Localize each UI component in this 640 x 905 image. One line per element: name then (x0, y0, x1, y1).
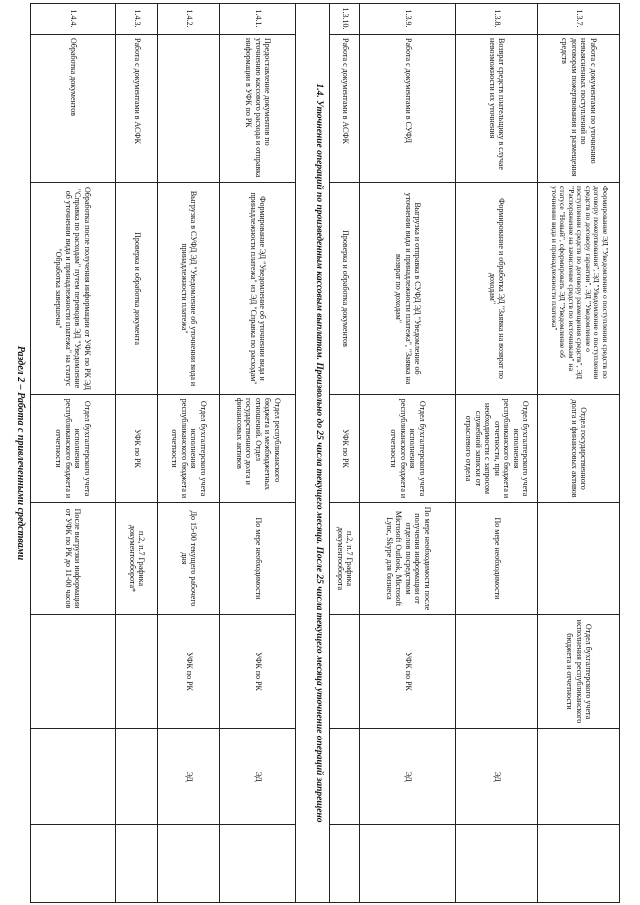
table-row (329, 3, 360, 903)
operation-action: Выгрузка и отправка в СУФД ЭД "Уведомление об уточнении вида и принадлежности платежа", "Заявка на возврат по доходам" (360, 183, 456, 395)
executor (330, 615, 360, 729)
responsible-party: Отдел бухгалтерского учета исполнения республиканского бюджета и отчетности (158, 395, 220, 503)
operation-name: Возврат средств плательщику в случае невозможности их уточнения (456, 35, 538, 183)
document-type (30, 729, 116, 825)
notes-cell (330, 825, 360, 903)
operation-action: Формирование ЭД "Уведомление об уточнении вида и принадлежности платежа" из ЭД "Справка по расходам" (220, 183, 296, 395)
executor: УФК по РК (220, 615, 296, 729)
operation-action: Обработка после получения информации от УФК по РК ЭД "Справка по расходам" путем переводов ЭД "Уведомление об уточнении вида и принадлежности платежа" на статус "Обработка завершена" (30, 183, 116, 395)
table-row (455, 3, 538, 903)
table-row (537, 3, 620, 903)
executor (456, 615, 538, 729)
document-type (116, 729, 158, 825)
row-number: 1.3.9. (360, 3, 456, 35)
document-type: ЭД (220, 729, 296, 825)
row-number: 1.4.1. (220, 3, 296, 35)
responsible-party: Отдел государственного долга и финансовых активов (538, 395, 620, 503)
document-type (538, 729, 620, 825)
responsible-party: Отдел бухгалтерского учета исполнения республиканского бюджета и отчетности, при необходимости с запросом служебной записки от отраслевого отдела (456, 395, 538, 503)
table-row (219, 3, 296, 903)
operation-name: Предоставление документов по уточнению кассового расхода и отправка информации в УФК по РК (220, 35, 296, 183)
row-number: 1.4.3. (116, 3, 158, 35)
executor (116, 615, 158, 729)
responsible-party: Отдел республиканского бюджета и межбюджетных отношений. Отдел государственного долга и финансовых активов (220, 395, 296, 503)
responsible-party: УФК по РК (116, 395, 158, 503)
operation-name: Работа с документами по уточнению невыясненных поступлений по договорам пожертвования и размещения средств (538, 35, 620, 183)
notes-cell (158, 825, 220, 903)
notes-cell (456, 825, 538, 903)
deadline: По мере необходимости после получения информации от отделов посредством Microsoft Outlook, Microsoft Lync, Skype для бизнеса (360, 503, 456, 615)
operation-name (158, 35, 220, 183)
executor: УФК по РК (360, 615, 456, 729)
operation-name: Обработка документов (30, 35, 116, 183)
notes-cell (116, 825, 158, 903)
section-2-heading: Раздел 2 – Работа с привлеченными средствами (15, 345, 26, 561)
table-row (30, 3, 116, 903)
section-title: 1.4. Уточнение операций по произведенным кассовым выплатам. Произвольно до 25 числа текущего месяца. После 25 числа текущего месяца уточнение операций запрещено (314, 83, 324, 823)
document-type: ЭД (158, 729, 220, 825)
operation-name: Работа с документами в АСФК (330, 35, 360, 183)
executor: Отдел бухгалтерского учета исполнения республиканского бюджета и отчетности (538, 615, 620, 729)
document-type: ЭД (456, 729, 538, 825)
operation-action: Выгрузка в СУФД ЭД "Уведомление об уточнении вида и принадлежности платежа" (158, 183, 220, 395)
notes-cell (360, 825, 456, 903)
notes-cell (30, 825, 116, 903)
deadline: После выгрузки информации от УФК по РК до 11-00 часов (30, 503, 116, 615)
row-number: 1.4.4. (30, 3, 116, 35)
table-row (157, 3, 220, 903)
table-row (115, 3, 158, 903)
deadline (538, 503, 620, 615)
notes-cell (220, 825, 296, 903)
document-type (330, 729, 360, 825)
row-number: 1.4.2. (158, 3, 220, 35)
operation-name: Работа с документами в СУФД (360, 35, 456, 183)
row-number: 1.3.7. (538, 3, 620, 35)
document-type: ЭД (360, 729, 456, 825)
deadline: п.2, п.7 Графика документооборота* (116, 503, 158, 615)
row-number: 1.3.8. (456, 3, 538, 35)
responsible-party: Отдел бухгалтерского учета исполнения республиканского бюджета и отчетности (30, 395, 116, 503)
operation-action: Проверка и обработка документов (330, 183, 360, 395)
operation-action: Формирование ЭД "Уведомление о поступлении средств по договору пожертвования", ЭД "Уведомление о поступлении средств по договору гарантии", ЭД "Уведомление о поступлении средств по договору размещения средств", ЭД "Распоряжение на зачисление средств по источникам" на статусе "Новый", сформировать ЭД "Уведомление об уточнении вида и принадлежности платежа" (538, 183, 620, 395)
deadline: По мере необходимости (456, 503, 538, 615)
responsible-party: Отдел бухгалтерского учета исполнения республиканского бюджета и отчетности (360, 395, 456, 503)
responsible-party: УФК по РК (330, 395, 360, 503)
deadline: До 15-00 текущего рабочего дня (158, 503, 220, 615)
executor: УФК по РК (158, 615, 220, 729)
row-number: 1.3.10. (330, 3, 360, 35)
deadline: По мере необходимости (220, 503, 296, 615)
operation-name: Работа с документами в АСФК (116, 35, 158, 183)
operation-action: Формирование и обработка ЭД "Заявка на возврат по доходам" (456, 183, 538, 395)
rotated-landscape-sheet (10, 3, 630, 903)
notes-cell (538, 825, 620, 903)
executor (30, 615, 116, 729)
section-header-row (295, 3, 330, 903)
table-row (359, 3, 456, 903)
deadline: п.2, п.7 Графика документооборота (330, 503, 360, 615)
operation-action: Проверка и обработка документа (116, 183, 158, 395)
